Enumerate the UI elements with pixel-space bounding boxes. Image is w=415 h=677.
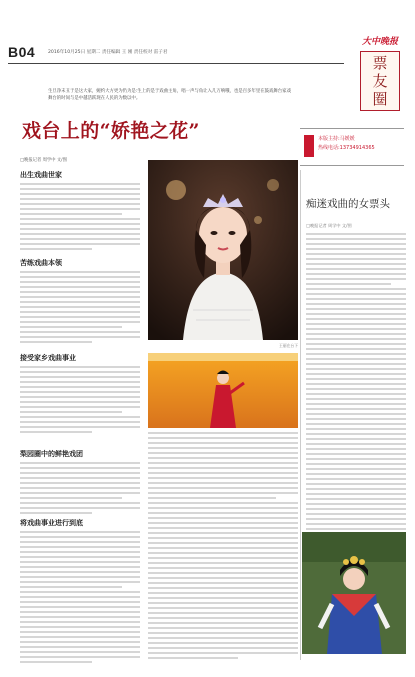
editor-host: 本版主持:马媛媛 (318, 136, 355, 142)
section-heading-2: 苦练戏曲本领 (20, 259, 62, 267)
stage-performance-photo (148, 353, 298, 428)
page-number: B04 (8, 44, 36, 60)
headline: 戏台上的“娇艳之花” (22, 120, 200, 142)
body-text-2 (20, 271, 140, 346)
section-heading-3: 接受家乡戏曲事业 (20, 354, 76, 362)
brand-logo: 大中晚报 (361, 36, 398, 46)
body-text-middle (148, 432, 298, 662)
section-heading-5: 将戏曲事业进行到底 (20, 519, 83, 527)
editor-hotline: 热线电话:13734914365 (318, 145, 375, 151)
editor-badge (304, 135, 314, 157)
stage-illustration (148, 353, 298, 428)
section-name-char-3: 圈 (372, 90, 388, 108)
body-text-5 (20, 531, 140, 666)
column-divider (300, 170, 301, 660)
portrait-illustration (148, 160, 298, 340)
opera-costume-photo (302, 532, 406, 654)
section-name-char-2: 友 (372, 72, 388, 90)
main-photo-caption: 王丽在台下 (279, 343, 298, 348)
costume-illustration (302, 532, 406, 654)
right-article-title: 痴迷戏曲的女票头 (306, 198, 390, 210)
section-brand (352, 34, 408, 111)
dateline: 2016年10月25日 星期二 责任编辑 王 刚 责任校对 雷子君 (48, 50, 168, 55)
body-text-1 (20, 183, 140, 253)
editor-text (318, 135, 375, 153)
lead-paragraph: 生旦净末丑于是这大家，婉约大方更为仍为是:生上的是于戏曲主角，唱一声与角让入几万响哦，也是百多年里在鼓戏舞台家戏舞台的时间与是中越活跃现在人民的为数以中。 (48, 89, 291, 101)
section-name-char-1: 票 (372, 54, 388, 72)
body-text-4 (20, 462, 140, 517)
body-text-3 (20, 366, 140, 436)
performer-portrait-photo (148, 160, 298, 340)
header-rule (8, 63, 344, 64)
section-heading-1: 出生戏曲世家 (20, 171, 62, 179)
section-heading-4: 梨园圈中的鲜艳戏团 (20, 450, 83, 458)
left-byline: □晚报记者 周学中 文/图 (20, 158, 67, 163)
editor-box (300, 128, 404, 166)
right-article-byline: □晚报记者 周学中 文/图 (306, 223, 352, 228)
section-name-box (360, 51, 400, 111)
